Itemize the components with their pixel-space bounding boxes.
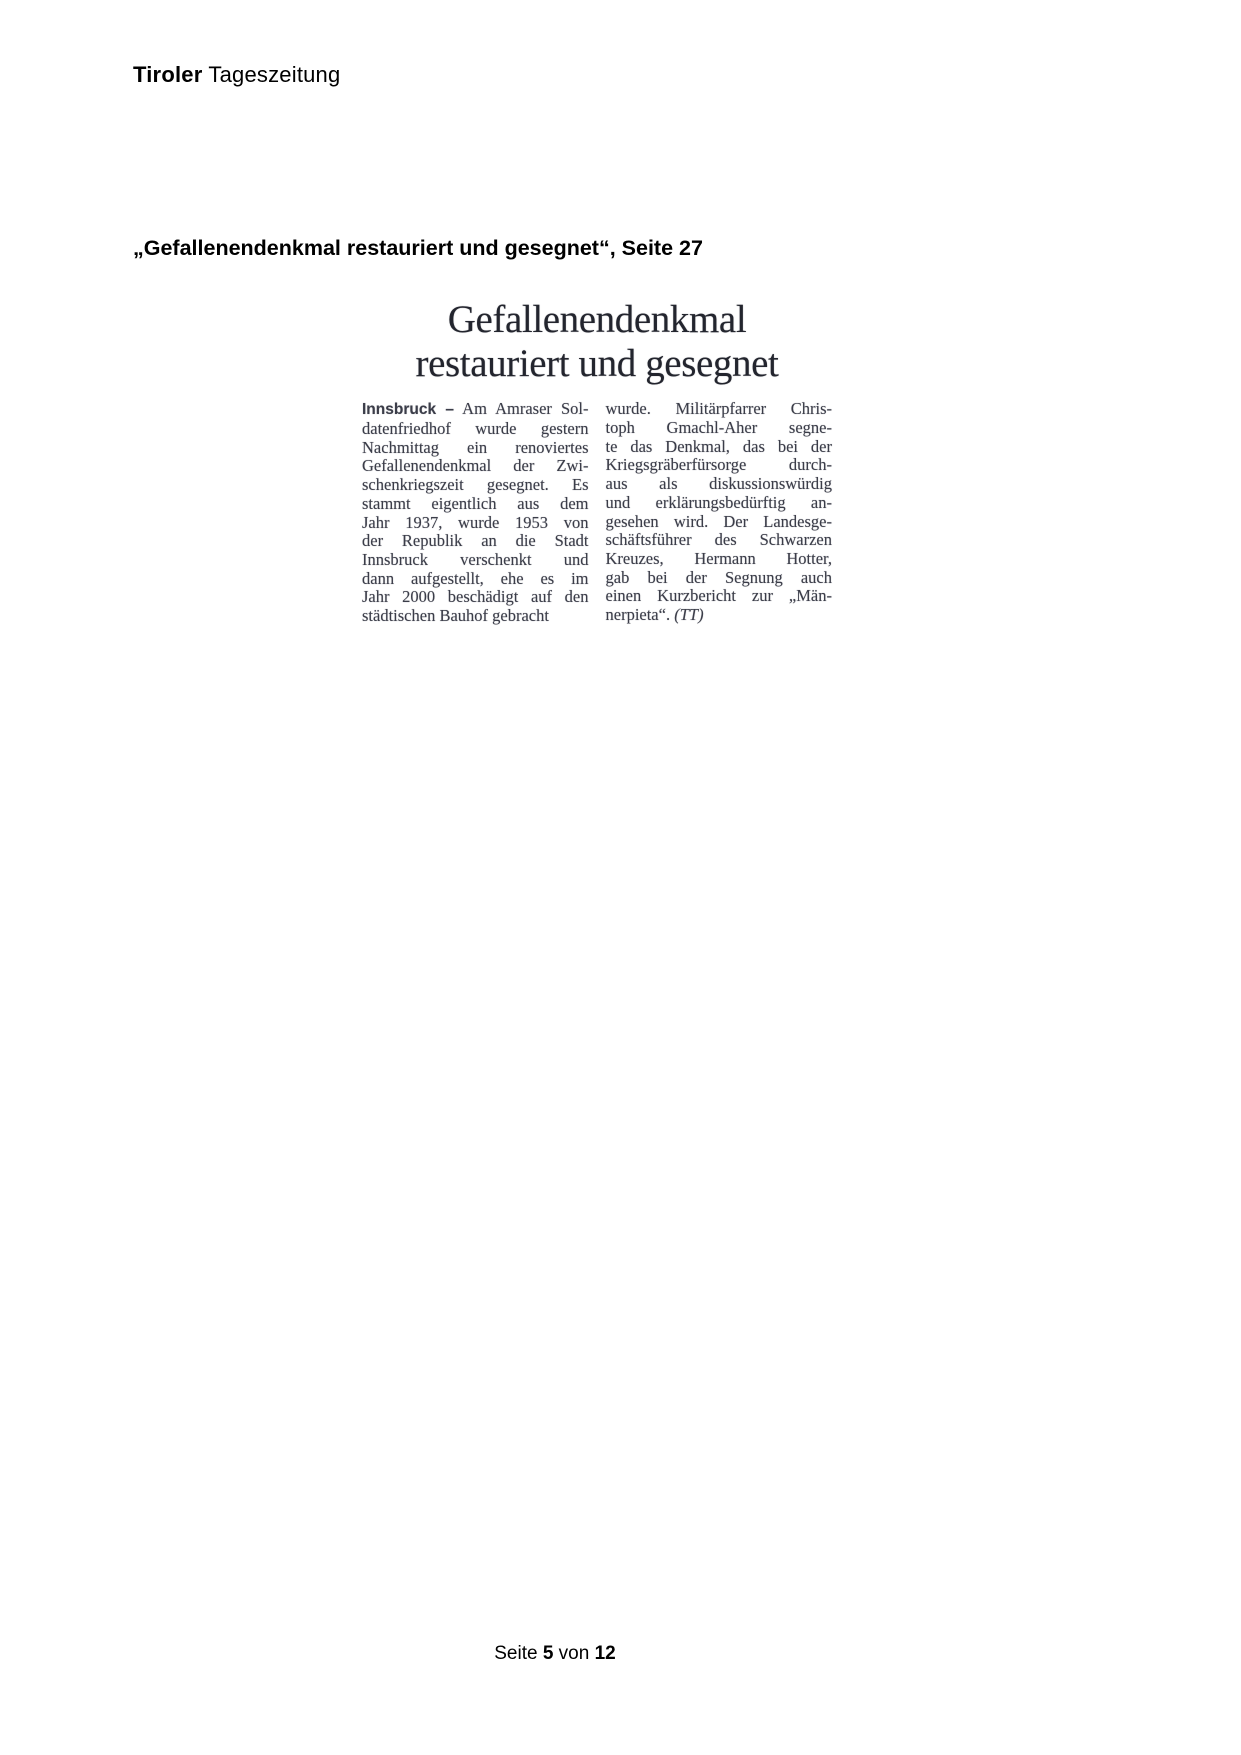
masthead-brand-rest: Tageszeitung bbox=[202, 62, 341, 87]
clipping-headline bbox=[362, 298, 832, 385]
clipping-text-line: gesehen wird. Der Landesge- bbox=[605, 511, 832, 531]
clipping-text-line: wurde. Militärpfarrer Chris- bbox=[605, 399, 832, 419]
clipping-text-line: Nachmittag ein renoviertes bbox=[362, 437, 589, 457]
clipping-text-line: städtischen Bauhof gebracht bbox=[362, 606, 549, 626]
newspaper-masthead bbox=[133, 62, 340, 88]
clipping-text-line: dann aufgestellt, ehe es im bbox=[362, 568, 589, 588]
clipping-text-line: Jahr 1937, wurde 1953 von bbox=[362, 512, 589, 532]
clipping-col2-lines bbox=[606, 400, 833, 606]
clipping-column-2 bbox=[606, 400, 833, 625]
clipping-text-line: Kriegsgräberfürsorge durch- bbox=[605, 455, 832, 475]
clipping-col2-last-line-text: nerpieta“. bbox=[605, 605, 675, 625]
clipping-text-line: Gefallenendenkmal der Zwi- bbox=[362, 456, 589, 476]
clipping-text-line: einen Kurzbericht zur „Män- bbox=[605, 586, 832, 606]
clipping-headline-line1: Gefallenendenkmal bbox=[447, 298, 747, 341]
clipping-text-line: Jahr 2000 beschädigt auf den bbox=[362, 587, 589, 607]
footer-current-page: 5 bbox=[542, 1643, 554, 1664]
dateline: Innsbruck – bbox=[362, 401, 454, 419]
clipping-text-line: Innsbruck verschenkt und bbox=[362, 549, 589, 569]
clipping-text-line: datenfriedhof wurde gestern bbox=[362, 419, 589, 439]
clipping-col1-lines bbox=[362, 420, 589, 626]
clipping-text-line: gab bei der Segnung auch bbox=[605, 567, 832, 587]
clipping-text-line: aus als diskussionswürdig bbox=[605, 474, 832, 494]
clipping-col1-first-line-rest: Am Amraser Sol- bbox=[453, 399, 589, 419]
article-reference-heading: „Gefallenendenkmal restauriert und gesegnet“, Seite 27 bbox=[133, 236, 703, 260]
masthead-brand-bold: Tiroler bbox=[133, 62, 203, 87]
clipping-text-line: Kreuzes, Hermann Hotter, bbox=[605, 548, 832, 568]
clipping-col2-last-line bbox=[606, 606, 833, 625]
clipping-text-line: der Republik an die Stadt bbox=[362, 531, 589, 551]
clipping-text-line: stammt eigentlich aus dem bbox=[362, 493, 589, 513]
page-number-footer bbox=[0, 1643, 1110, 1665]
clipping-text-line: toph Gmachl-Aher segne- bbox=[605, 418, 832, 438]
clipping-text-line: schenkriegszeit gesegnet. Es bbox=[362, 475, 589, 495]
credit-tag: (TT) bbox=[674, 605, 704, 625]
clipping-text-line: schäftsführer des Schwarzen bbox=[605, 530, 832, 550]
footer-total-pages: 12 bbox=[594, 1643, 616, 1664]
clipping-body bbox=[362, 400, 832, 625]
footer-prefix: Seite bbox=[494, 1643, 543, 1664]
clipping-col1-first-line bbox=[362, 400, 589, 420]
clipping-column-1 bbox=[362, 400, 589, 625]
clipping-headline-line2: restauriert und gesegnet bbox=[415, 341, 779, 385]
clipping-text-line: te das Denkmal, das bei der bbox=[605, 436, 832, 456]
clipping-text-line: und erklärungsbedürftig an- bbox=[605, 492, 832, 512]
newspaper-clipping bbox=[362, 298, 832, 626]
footer-separator: von bbox=[553, 1643, 595, 1664]
